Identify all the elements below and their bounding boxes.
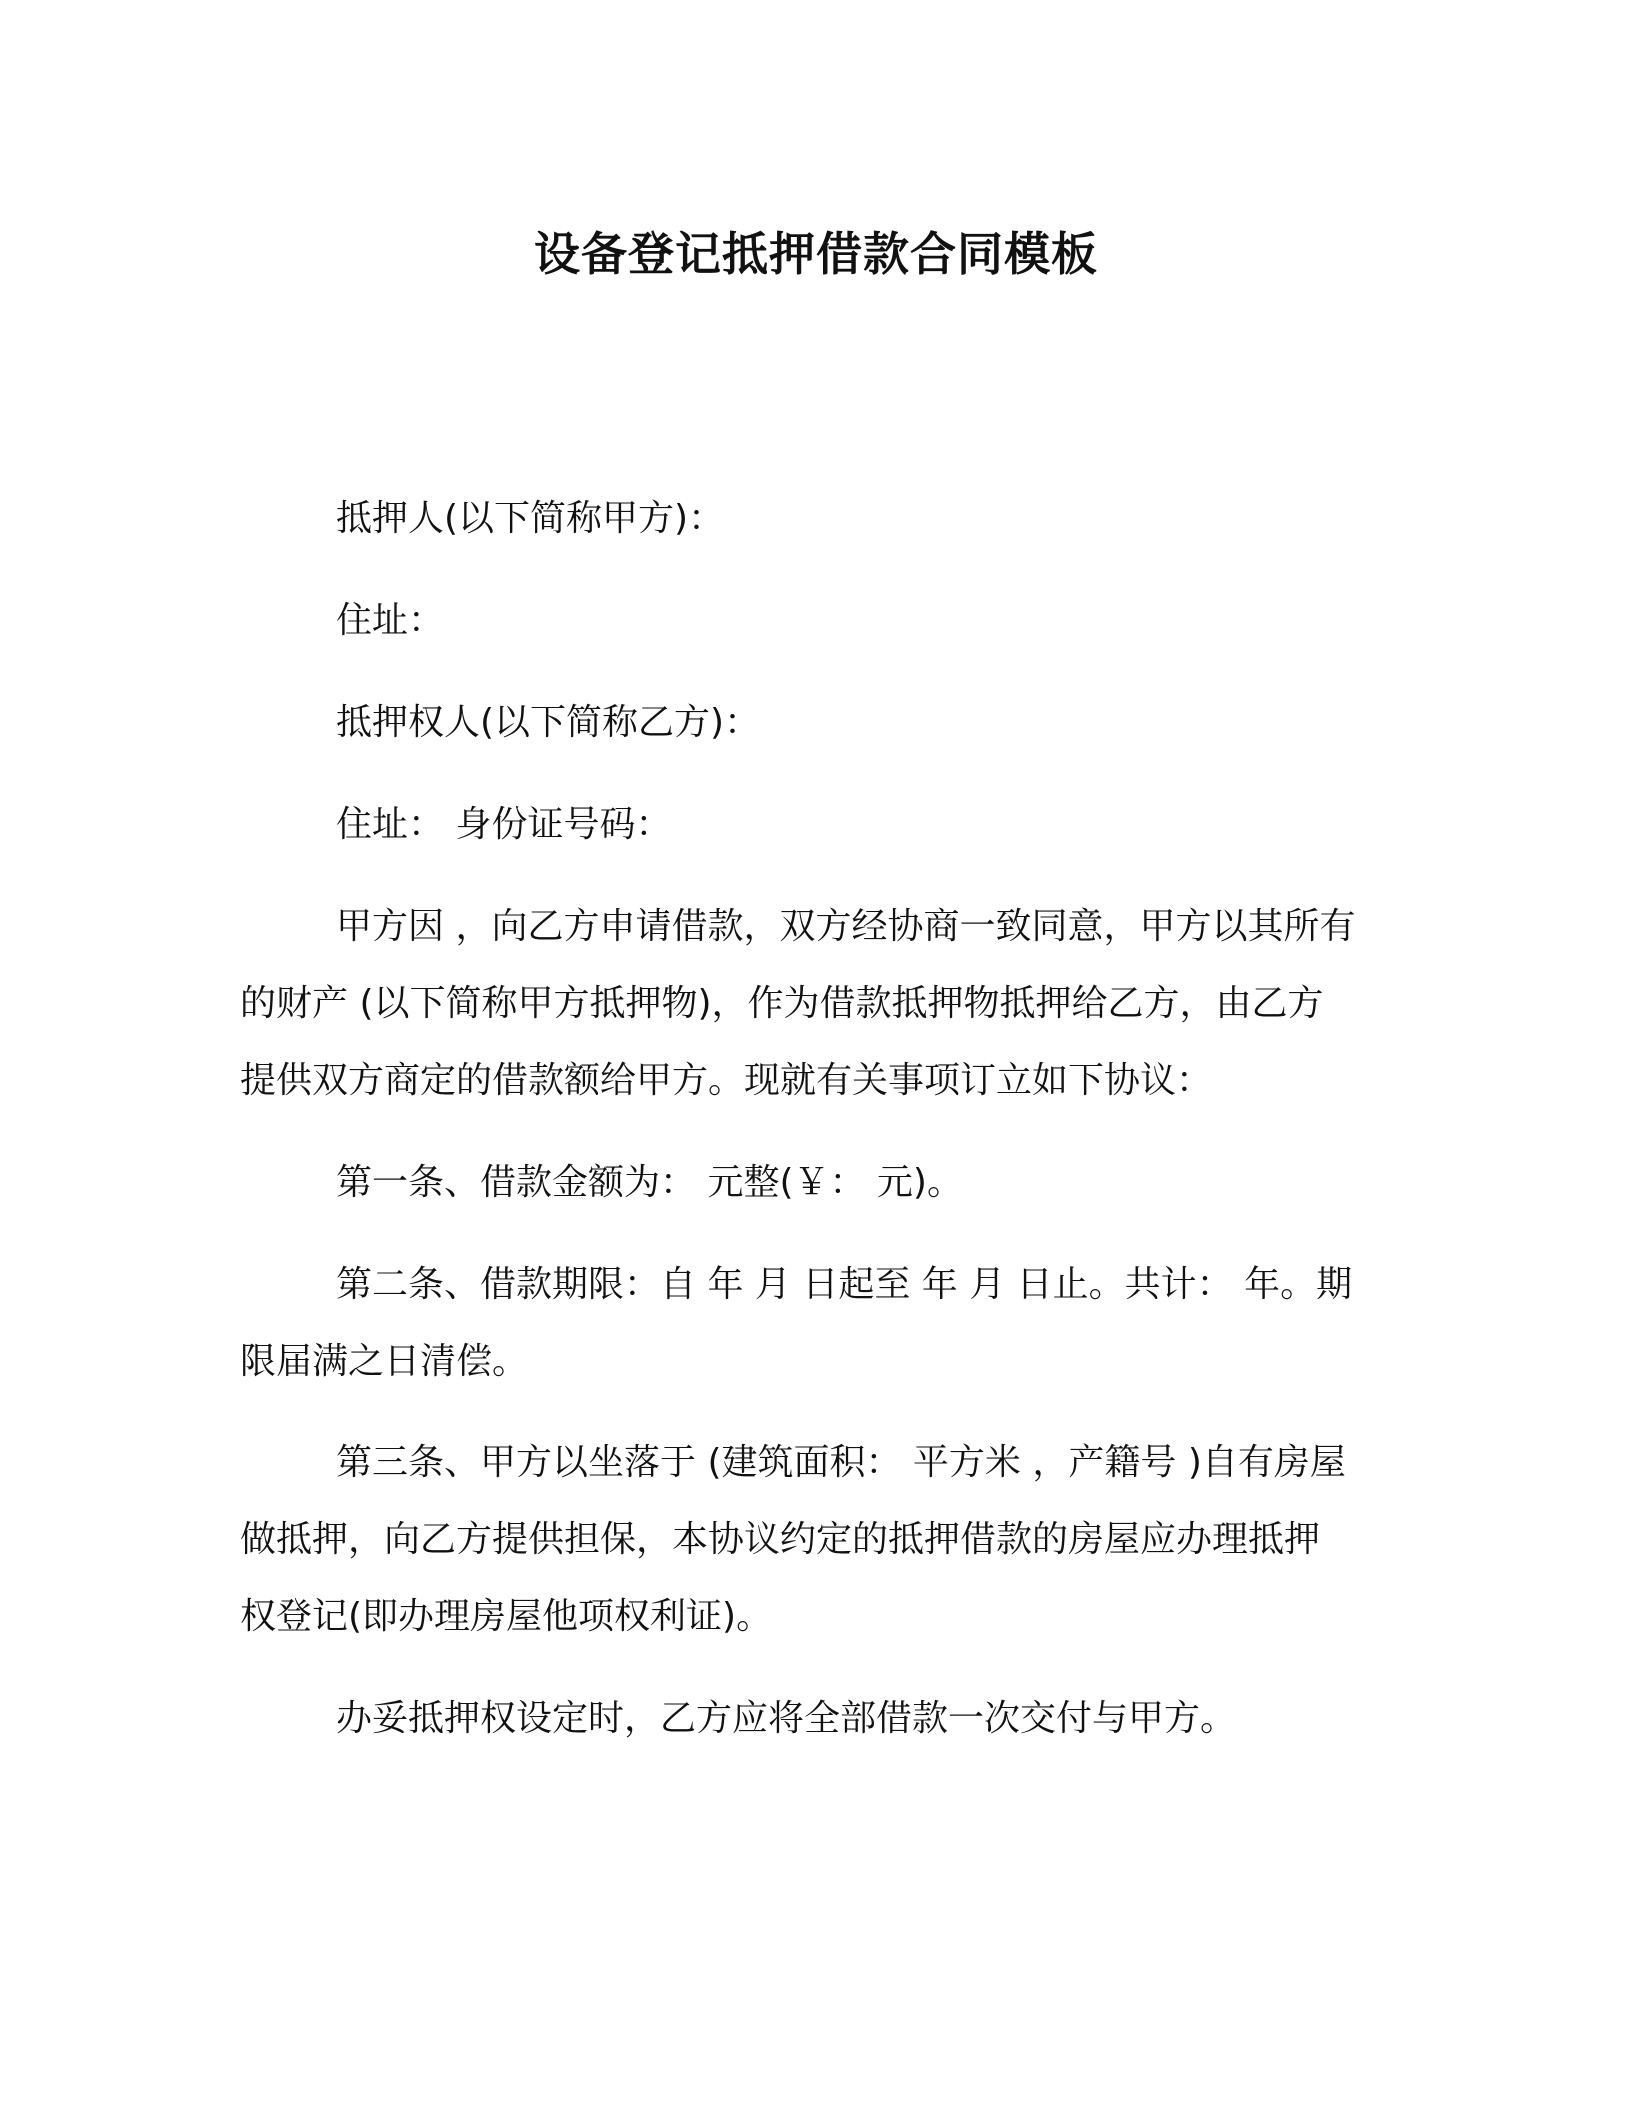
paragraph-line: 权登记(即办理房屋他项权利证)。 [240,1596,773,1637]
paragraph-article-2 [240,1246,1410,1400]
paragraph-preamble [240,888,1410,1119]
paragraph-line: 办妥抵押权设定时，乙方应将全部借款一次交付与甲方。 [336,1698,1237,1739]
paragraph-line: 第一条、借款金额为： 元整(￥： 元)。 [336,1162,963,1203]
paragraph-article-3 [240,1424,1410,1655]
paragraph-line: 抵押人(以下简称甲方)： [336,498,725,539]
paragraph-delivery [240,1680,1410,1757]
paragraph-line: 住址： 身份证号码： [336,804,672,845]
paragraph-mortgagor [240,480,1410,557]
paragraph-line: 限届满之日清偿。 [240,1341,529,1382]
paragraph-line: 的财产 (以下简称甲方抵押物)，作为借款抵押物抵押给乙方，由乙方 [240,983,1324,1024]
document-title: 设备登记抵押借款合同模板 [534,227,1098,281]
paragraph-line: 第三条、甲方以坐落于 (建筑面积： 平方米 ，产籍号 )自有房屋 [336,1442,1346,1483]
paragraph-line: 第二条、借款期限：自 年 月 日起至 年 月 日止。共计： 年。期 [336,1264,1353,1305]
paragraph-line: 提供双方商定的借款额给甲方。现就有关事项订立如下协议： [240,1060,1213,1101]
paragraph-line: 住址： [336,600,445,641]
paragraph-mortgagee [240,684,1410,761]
paragraph-line: 做抵押，向乙方提供担保，本协议约定的抵押借款的房屋应办理抵押 [240,1519,1321,1560]
paragraph-line: 抵押权人(以下简称乙方)： [336,702,761,743]
paragraph-line: 甲方因 ，向乙方申请借款，双方经协商一致同意，甲方以其所有 [336,906,1356,947]
paragraph-mortgagee-address-id [240,786,1410,863]
paragraph-article-1 [240,1144,1410,1221]
paragraph-mortgagor-address [240,582,1410,659]
